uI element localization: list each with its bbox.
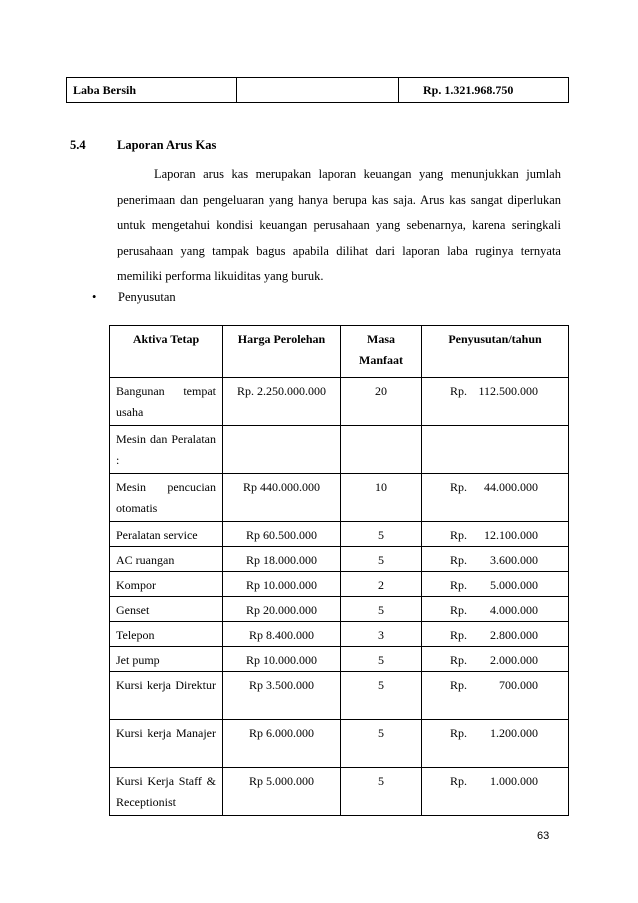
currency-label: Rp. [450, 653, 468, 667]
bullet-icon: • [92, 290, 97, 304]
currency-label: Rp. [450, 480, 468, 494]
depreciation-cell [422, 378, 569, 426]
depreciation-amount: 5.000.000 [490, 578, 538, 592]
depreciation-cell [422, 426, 569, 474]
table-row [110, 474, 569, 522]
asset-name-cell: Kompor [110, 572, 223, 597]
currency-label: Rp. [450, 603, 468, 617]
useful-life-cell: 3 [341, 622, 422, 647]
depreciation-amount: 112.500.000 [478, 384, 538, 398]
table-row [110, 622, 569, 647]
acquisition-cost-cell: Rp 20.000.000 [223, 597, 341, 622]
asset-name-cell: Mesin pencucian otomatis [110, 474, 223, 522]
depreciation-cell [422, 474, 569, 522]
currency-label: Rp. [450, 553, 468, 567]
asset-name-cell: Bangunan tempat usaha [110, 378, 223, 426]
net-profit-value: Rp. 1.321.968.750 [399, 78, 569, 103]
depreciation-cell [422, 647, 569, 672]
useful-life-cell: 5 [341, 720, 422, 768]
asset-name-cell: AC ruangan [110, 547, 223, 572]
currency-label: Rp. [450, 774, 468, 788]
currency-label: Rp. [450, 528, 468, 542]
useful-life-cell: 10 [341, 474, 422, 522]
useful-life-cell [341, 426, 422, 474]
depreciation-amount: 700.000 [499, 678, 538, 692]
depreciation-amount: 2.800.000 [490, 628, 538, 642]
table-row [110, 547, 569, 572]
table-header-row [110, 326, 569, 378]
table-row [110, 720, 569, 768]
asset-name-cell: Kursi kerja Direktur [110, 672, 223, 720]
depreciation-cell [422, 672, 569, 720]
useful-life-cell: 5 [341, 768, 422, 816]
acquisition-cost-cell: Rp 3.500.000 [223, 672, 341, 720]
acquisition-cost-cell: Rp. 2.250.000.000 [223, 378, 341, 426]
useful-life-cell: 5 [341, 647, 422, 672]
bullet-item [92, 290, 176, 305]
net-profit-label: Laba Bersih [67, 78, 237, 103]
acquisition-cost-cell: Rp 10.000.000 [223, 647, 341, 672]
acquisition-cost-cell: Rp 6.000.000 [223, 720, 341, 768]
depreciation-amount: 2.000.000 [490, 653, 538, 667]
depreciation-cell [422, 572, 569, 597]
useful-life-cell: 5 [341, 547, 422, 572]
currency-label: Rp. [450, 678, 468, 692]
depreciation-cell [422, 768, 569, 816]
net-profit-row [67, 78, 569, 103]
asset-name-cell: Mesin dan Peralatan : [110, 426, 223, 474]
depreciation-amount: 12.100.000 [484, 528, 538, 542]
currency-label: Rp. [450, 726, 468, 740]
table-row [110, 426, 569, 474]
acquisition-cost-cell: Rp 18.000.000 [223, 547, 341, 572]
depreciation-cell [422, 597, 569, 622]
table-row [110, 378, 569, 426]
depreciation-amount: 3.600.000 [490, 553, 538, 567]
net-profit-table [66, 77, 569, 103]
depreciation-amount: 4.000.000 [490, 603, 538, 617]
currency-label: Rp. [450, 384, 468, 398]
depreciation-cell [422, 720, 569, 768]
depreciation-table [109, 325, 569, 816]
section-heading [70, 138, 216, 153]
table-row [110, 672, 569, 720]
currency-label: Rp. [450, 628, 468, 642]
asset-name-cell: Kursi Kerja Staff & Receptionist [110, 768, 223, 816]
asset-name-cell: Genset [110, 597, 223, 622]
table-row [110, 522, 569, 547]
acquisition-cost-cell [223, 426, 341, 474]
header-masa: Masa Manfaat [341, 326, 422, 378]
net-profit-middle [237, 78, 399, 103]
section-title: Laporan Arus Kas [117, 138, 217, 152]
table-row [110, 597, 569, 622]
depreciation-cell [422, 522, 569, 547]
table-row [110, 768, 569, 816]
header-penyusutan: Penyusutan/tahun [422, 326, 569, 378]
asset-name-cell: Peralatan service [110, 522, 223, 547]
acquisition-cost-cell: Rp 60.500.000 [223, 522, 341, 547]
useful-life-cell: 5 [341, 522, 422, 547]
section-number: 5.4 [70, 138, 86, 152]
useful-life-cell: 5 [341, 597, 422, 622]
acquisition-cost-cell: Rp 5.000.000 [223, 768, 341, 816]
depreciation-amount: 44.000.000 [484, 480, 538, 494]
depreciation-cell [422, 622, 569, 647]
useful-life-cell: 5 [341, 672, 422, 720]
depreciation-amount: 1.200.000 [490, 726, 538, 740]
currency-label: Rp. [450, 578, 468, 592]
paragraph-text: Laporan arus kas merupakan laporan keuangan yang menunjukkan jumlah penerimaan dan pengeluaran yang hanya berupa kas saja. Arus kas sangat diperlukan untuk mengetahui kondisi keuangan perusahaan yang sebenarnya, karena seringkali perusahaan yang tampak bagus apabila dilihat dari laporan laba ruginya ternyata memiliki performa likuiditas yang buruk. [117, 167, 561, 283]
table-row [110, 647, 569, 672]
depreciation-amount: 1.000.000 [490, 774, 538, 788]
asset-name-cell: Jet pump [110, 647, 223, 672]
table-row [110, 572, 569, 597]
page-number: 63 [537, 830, 550, 842]
bullet-text: Penyusutan [118, 290, 176, 304]
header-aktiva: Aktiva Tetap [110, 326, 223, 378]
acquisition-cost-cell: Rp 10.000.000 [223, 572, 341, 597]
depreciation-cell [422, 547, 569, 572]
header-harga: Harga Perolehan [223, 326, 341, 378]
asset-name-cell: Telepon [110, 622, 223, 647]
acquisition-cost-cell: Rp 8.400.000 [223, 622, 341, 647]
useful-life-cell: 20 [341, 378, 422, 426]
cash-flow-paragraph [117, 162, 561, 290]
acquisition-cost-cell: Rp 440.000.000 [223, 474, 341, 522]
useful-life-cell: 2 [341, 572, 422, 597]
asset-name-cell: Kursi kerja Manajer [110, 720, 223, 768]
